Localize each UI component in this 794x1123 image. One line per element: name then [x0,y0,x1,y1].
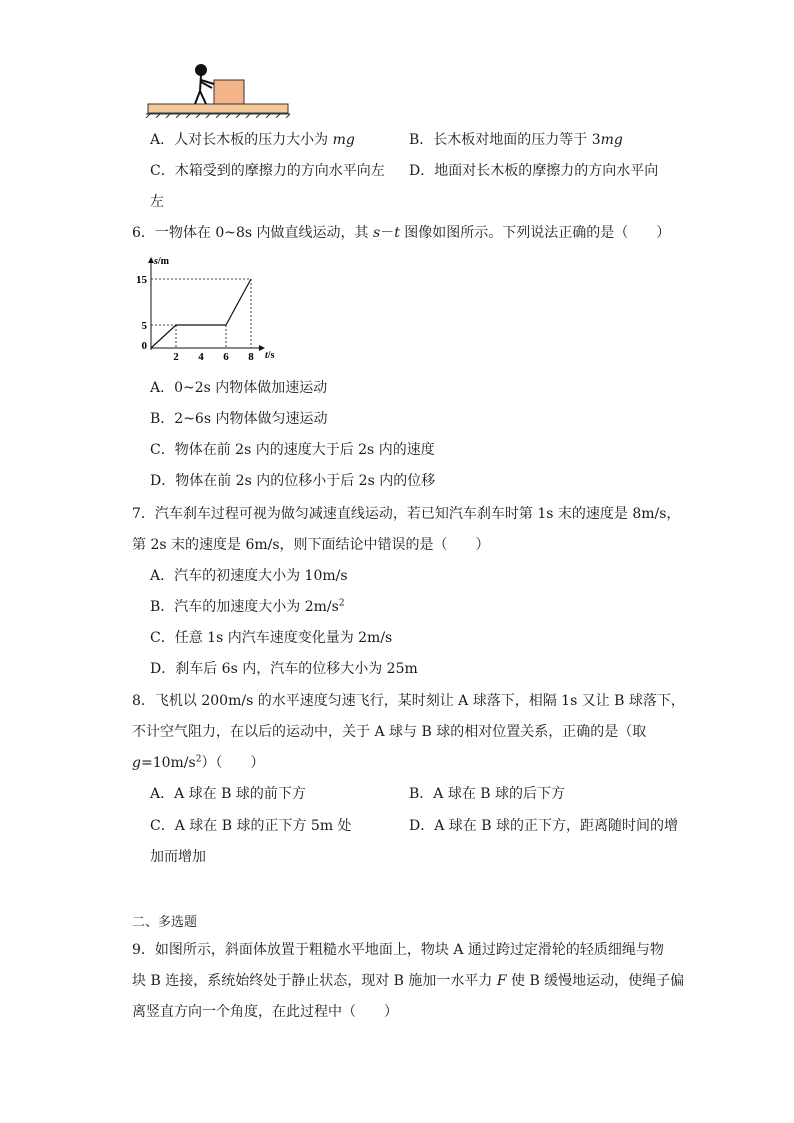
person-figure [195,65,214,104]
section-heading-multiple-choice: 二、多选题 [132,915,198,930]
long-board [148,104,288,113]
q9-var-f: F [496,973,507,989]
q5-option-b-var: mg [600,132,623,148]
q8-option-d-line1: D．A 球在 B 球的正下方，距离随时间的增 [409,818,678,834]
q7-option-c: C．任意 1s 内汽车速度变化量为 2m/s [150,630,393,646]
q9-stem-line2-post: 使 B 缓慢地运动，使绳子偏 [506,973,685,989]
q9-stem-line3: 离竖直方向一个角度，在此过程中（ ） [132,1004,398,1020]
q6-stem-dash: － [380,225,395,241]
y-tick-label-0: 0 [141,340,147,352]
x-tick-label-2: 2 [173,351,179,363]
q7-option-b [150,597,345,617]
q5-option-d-line1: D．地面对长木板的摩擦力的方向水平向 [409,163,659,179]
q8-stem-line2: 不计空气阻力，在以后的运动中，关于 A 球与 B 球的相对位置关系，正确的是（取 [132,724,647,740]
q7-option-b-text: B．汽车的加速度大小为 2m/s [150,599,339,615]
q6-option-c: C．物体在前 2s 内的速度大于后 2s 内的速度 [150,442,435,458]
q6-option-d: D．物体在前 2s 内的位移小于后 2s 内的位移 [150,473,436,489]
q9-stem-line1: 9．如图所示，斜面体放置于粗糙水平地面上，物块 A 通过跨过定滑轮的轻质细绳与物 [132,942,664,958]
q7-stem-line1: 7．汽车刹车过程可视为做匀减速直线运动，若已知汽车刹车时第 1s 末的速度是 8m/s， [132,506,681,522]
guide-lines [151,279,251,348]
q5-option-a-var: mg [332,132,355,148]
x-axis-label: t/s [265,350,275,361]
q5-option-b-text: B．长木板对地面的压力等于 3 [409,132,601,148]
x-tick-label-6: 6 [223,351,229,363]
q6-stem-var-t: t [394,225,400,241]
q6-stem-pre: 6．一物体在 0~8s 内做直线运动，其 [132,225,373,241]
q8-g-value: =10m/s [140,755,196,771]
q8-var-g: g [132,755,141,771]
q5-option-b [409,130,623,150]
q5-option-a [150,130,355,150]
wooden-box [214,80,244,104]
q7-option-b-sup: 2 [338,598,345,609]
q9-stem-line2-text: 块 B 连接，系统始终处于静止状态，现对 B 施加一水平力 [132,973,497,989]
q5-option-a-text: A．人对长木板的压力大小为 [150,132,333,148]
x-tick-label-8: 8 [248,351,254,363]
y-tick-label-15: 15 [136,274,147,286]
q8-stem-line1: 8．飞机以 200m/s 的水平速度匀速飞行，某时刻让 A 球落下，相隔 1s 又让 B 球落下， [132,693,685,709]
q7-stem-line2: 第 2s 末的速度是 6m/s，则下面结论中错误的是（ ） [132,537,490,553]
q6-stem-var-s: s [373,225,381,241]
q8-option-d-line2: 加而增加 [150,849,206,865]
q6-option-b: B．2~6s 内物体做匀速运动 [150,411,328,427]
q6-stem-post: 图像如图所示。下列说法正确的是（ ） [399,225,671,241]
q5-option-c: C．木箱受到的摩擦力的方向水平向左 [150,163,385,179]
q6-option-a: A．0~2s 内物体做加速运动 [150,380,328,396]
q5-figure [140,62,300,118]
q8-stem-end: ）（ ） [201,755,265,771]
x-tick-label-4: 4 [198,351,204,363]
q8-stem-line3 [132,753,264,773]
q6-st-graph [128,254,288,364]
y-axis-label: s/m [154,256,170,267]
y-tick-label-5: 5 [141,320,147,332]
q5-option-d-line2: 左 [150,194,164,210]
series-line [151,279,251,348]
tick-labels [136,274,254,363]
q8-option-a: A．A 球在 B 球的前下方 [150,786,306,802]
q8-option-c: C．A 球在 B 球的正下方 5m 处 [150,818,352,834]
q7-option-d: D．刹车后 6s 内，汽车的位移大小为 25m [150,661,418,677]
q9-stem-line2 [132,971,684,991]
q8-g-sup: 2 [195,754,202,765]
q6-stem [132,223,670,243]
q8-option-b: B．A 球在 B 球的后下方 [409,786,566,802]
q7-option-a: A．汽车的初速度大小为 10m/s [150,568,348,584]
ground-hatching [146,114,290,118]
